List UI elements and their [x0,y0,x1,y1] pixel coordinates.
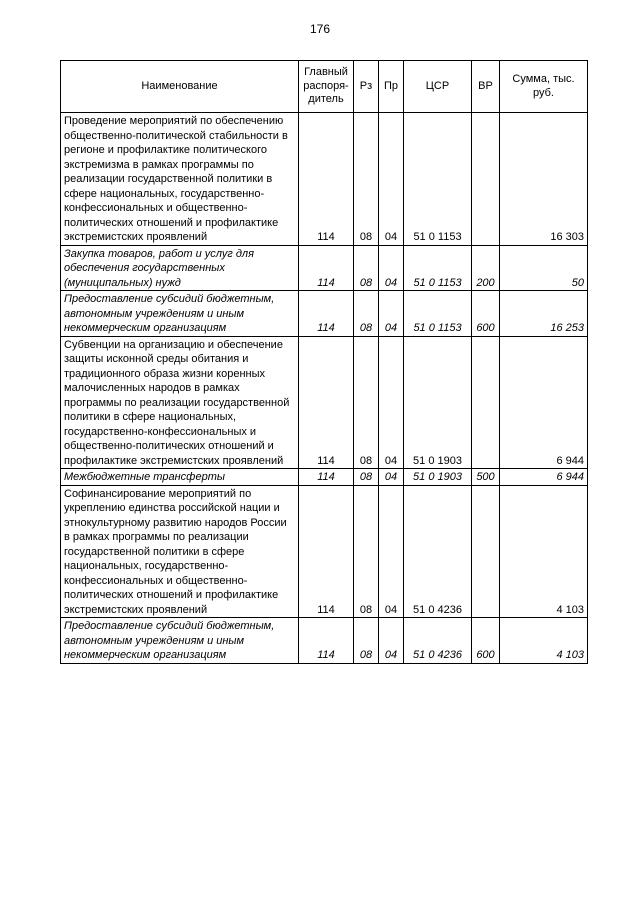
row-pr: 04 [379,469,404,486]
row-admin: 114 [299,618,354,664]
row-admin: 114 [299,336,354,469]
row-vr: 600 [472,618,500,664]
row-sum: 6 944 [500,336,588,469]
row-admin: 114 [299,113,354,246]
table-row [61,291,588,337]
page-number: 176 [309,22,331,36]
row-rz: 08 [354,485,379,618]
row-name: Субвенции на организацию и обеспечение защиты исконной среды обитания и традиционного образа жизни коренных малочисленных народов в рамках программы по реализации государственной политики в сфере национальных, государственно-конфессиональных и общественно-политических отношений и профилактике экстремистских проявлений [61,336,299,469]
table-row [61,469,588,486]
row-rz: 08 [354,618,379,664]
row-admin: 114 [299,291,354,337]
row-pr: 04 [379,485,404,618]
row-pr: 04 [379,336,404,469]
row-admin: 114 [299,245,354,291]
header-row [61,61,588,113]
row-vr [472,485,500,618]
row-pr: 04 [379,291,404,337]
row-vr: 200 [472,245,500,291]
header-vr: ВР [472,61,500,113]
row-rz: 08 [354,469,379,486]
row-csr: 51 0 1903 [404,469,472,486]
row-rz: 08 [354,336,379,469]
row-csr: 51 0 1153 [404,291,472,337]
row-pr: 04 [379,113,404,246]
row-sum: 4 103 [500,618,588,664]
row-csr: 51 0 4236 [404,618,472,664]
table-row [61,485,588,618]
budget-table [60,60,588,664]
table-row [61,245,588,291]
header-admin: Главный распоря-дитель [299,61,354,113]
row-vr [472,336,500,469]
row-pr: 04 [379,618,404,664]
row-rz: 08 [354,245,379,291]
row-name: Проведение мероприятий по обеспечению общественно-политической стабильности в регионе и профилактике политического экстремизма в рамках программы по реализации государственной политики в сфере национальных, государственно-конфессиональных и общественно-политических отношений и профилактике экстремистских проявлений [61,113,299,246]
row-sum: 4 103 [500,485,588,618]
row-sum: 6 944 [500,469,588,486]
row-pr: 04 [379,245,404,291]
row-name: Закупка товаров, работ и услуг для обеспечения государственных (муниципальных) нужд [61,245,299,291]
row-csr: 51 0 1153 [404,245,472,291]
row-sum: 16 253 [500,291,588,337]
row-rz: 08 [354,113,379,246]
row-name: Межбюджетные трансферты [61,469,299,486]
row-admin: 114 [299,469,354,486]
row-vr: 500 [472,469,500,486]
table-row [61,618,588,664]
row-sum: 16 303 [500,113,588,246]
table-row [61,113,588,246]
row-csr: 51 0 1903 [404,336,472,469]
row-admin: 114 [299,485,354,618]
row-name: Предоставление субсидий бюджетным, автономным учреждениям и иным некоммерческим организациям [61,291,299,337]
row-csr: 51 0 4236 [404,485,472,618]
row-rz: 08 [354,291,379,337]
row-csr: 51 0 1153 [404,113,472,246]
header-csr: ЦСР [404,61,472,113]
header-pr: Пр [379,61,404,113]
row-vr: 600 [472,291,500,337]
row-name: Софинансирование мероприятий по укреплению единства российской нации и этнокультурному развитию народов России в рамках программы по реализации государственной политики в сфере национальных, государственно-конфессиональных и общественно-политических отношений и профилактике экстремистских проявлений [61,485,299,618]
row-sum: 50 [500,245,588,291]
table-row [61,336,588,469]
row-vr [472,113,500,246]
header-sum: Сумма, тыс. руб. [500,61,588,113]
row-name: Предоставление субсидий бюджетным, автономным учреждениям и иным некоммерческим организациям [61,618,299,664]
header-name: Наименование [61,61,299,113]
header-rz: Рз [354,61,379,113]
